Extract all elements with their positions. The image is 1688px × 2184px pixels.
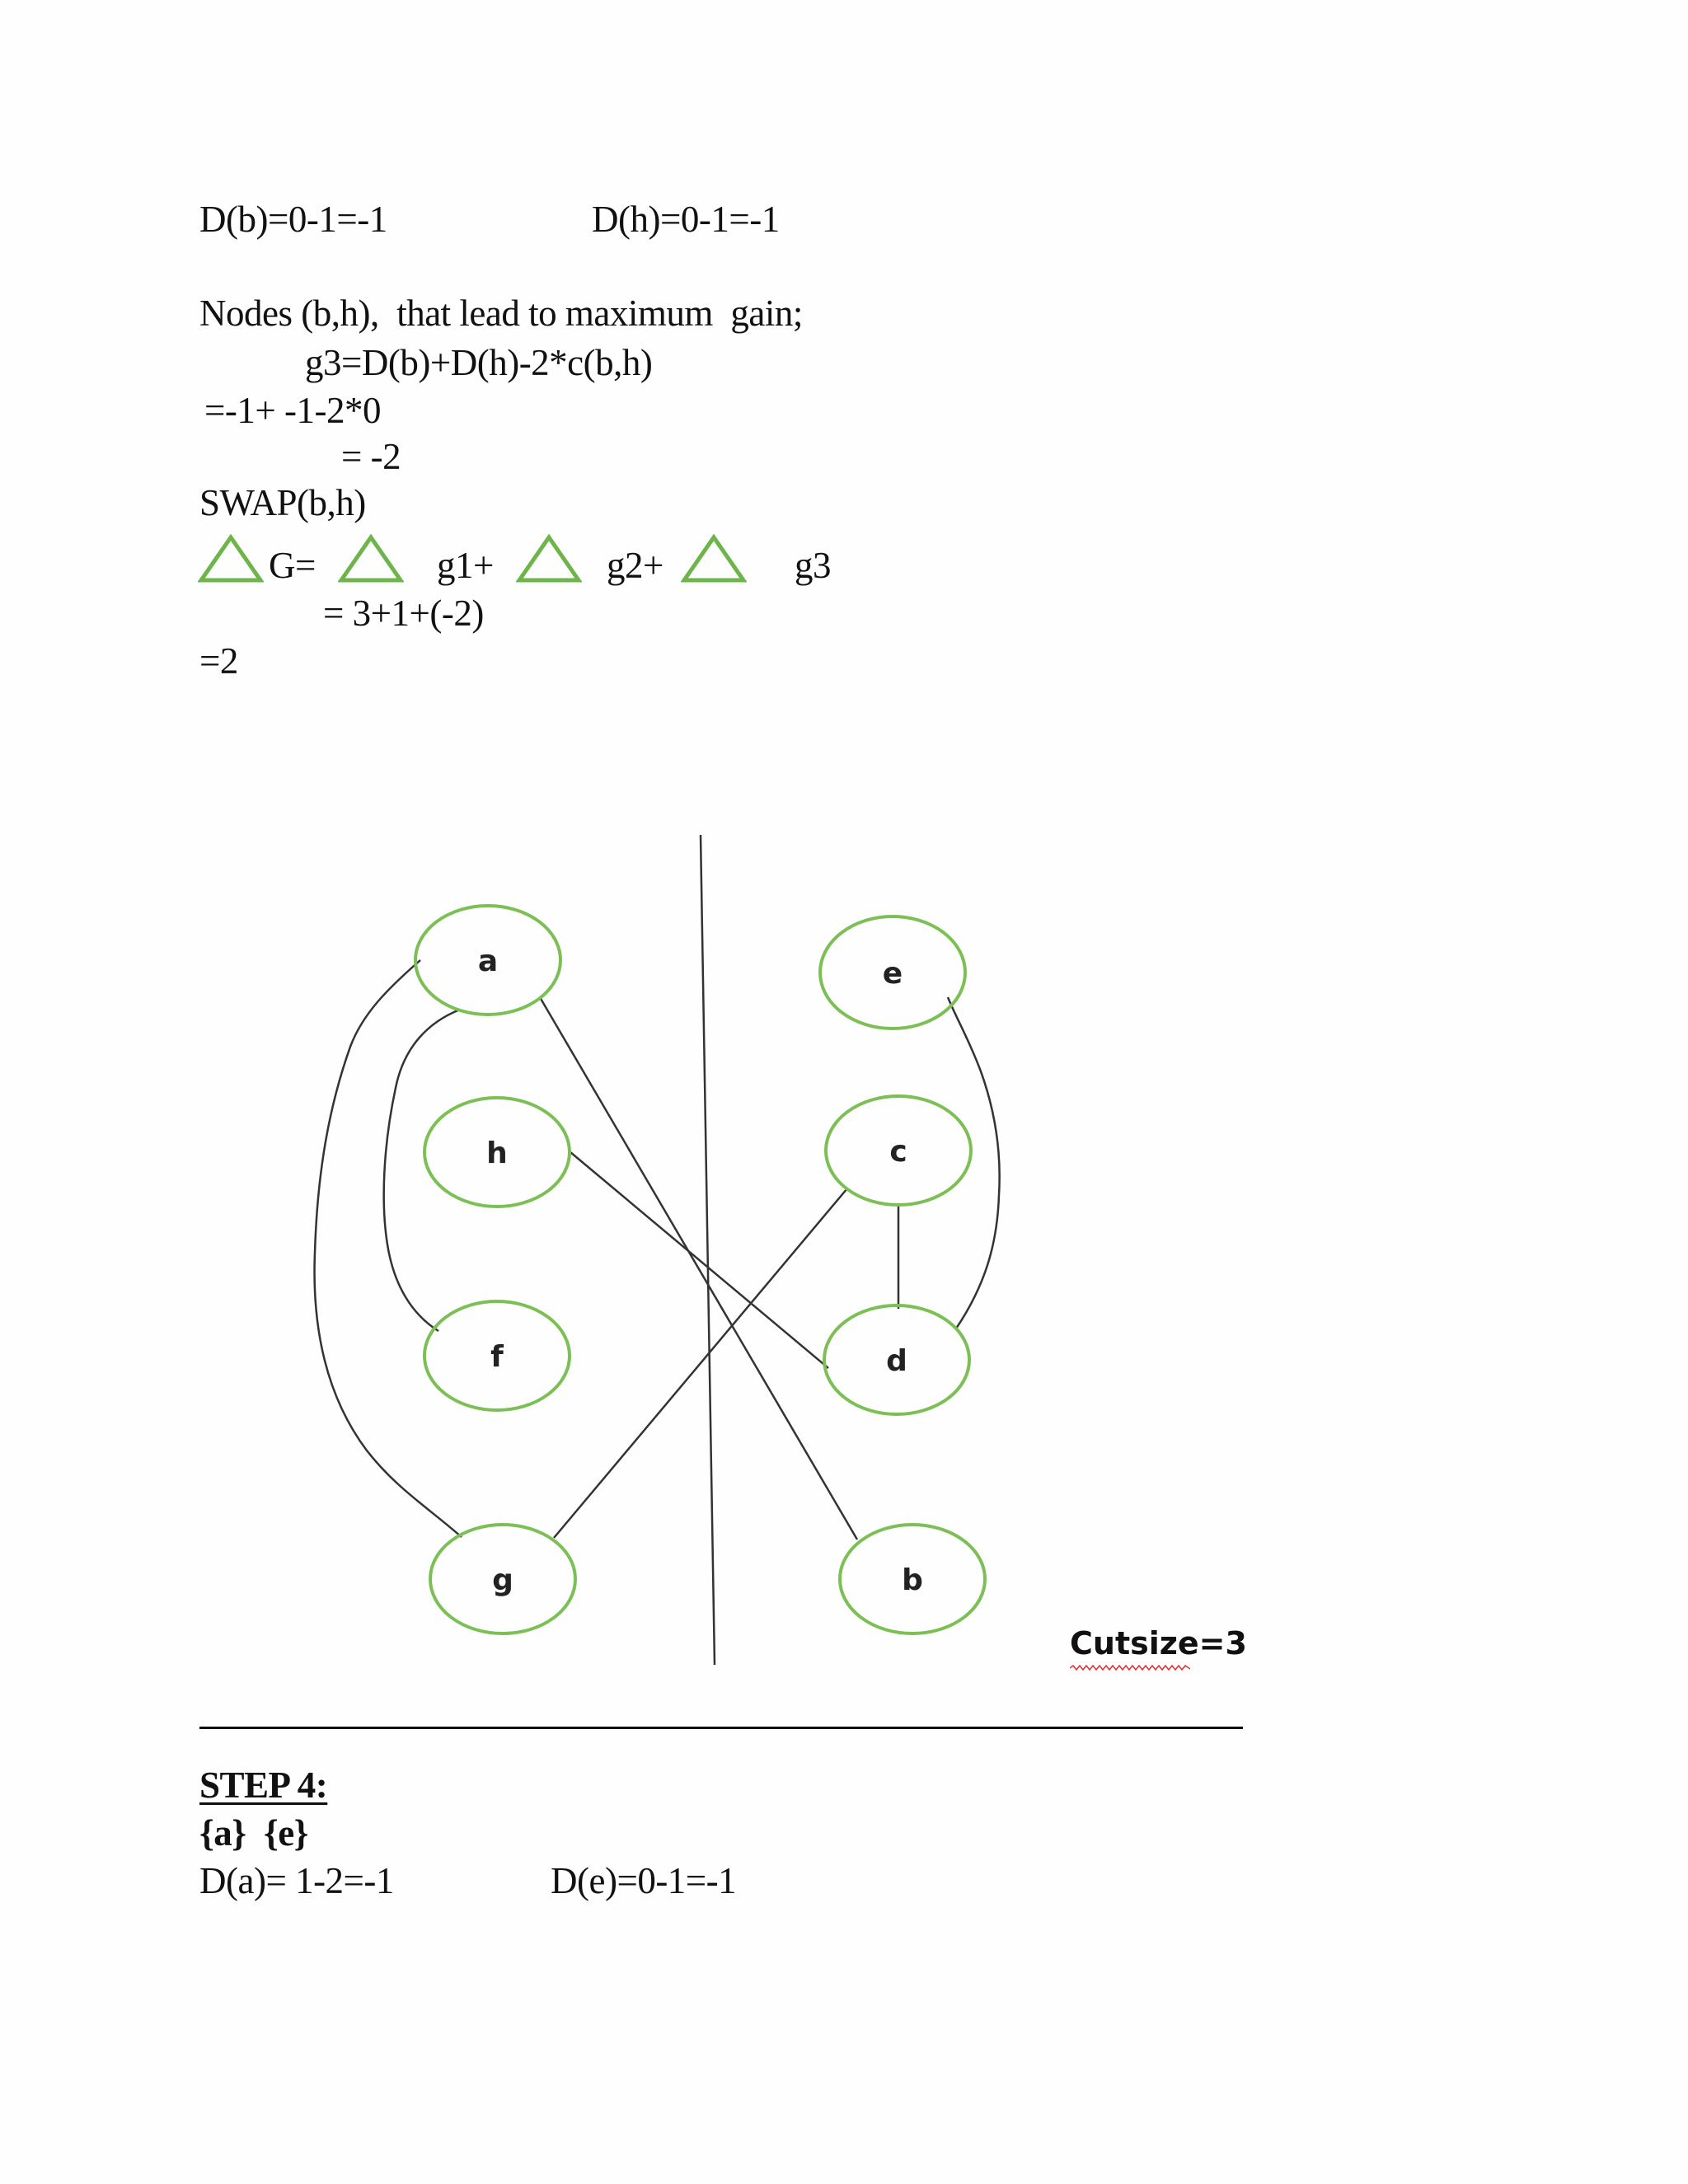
sum-line: = 3+1+(-2): [323, 593, 484, 634]
node-b: [840, 1525, 985, 1633]
svg-text:a: a: [477, 944, 499, 978]
node-g: [430, 1525, 575, 1633]
g2-label: g2+: [607, 545, 663, 586]
delta-g-label: G=: [269, 545, 316, 586]
calc-line-2: = -2: [341, 436, 401, 477]
db-line: D(b)=0-1=-1: [199, 199, 387, 240]
da-line: D(a)= 1-2=-1: [199, 1860, 394, 1901]
section-divider: [199, 1727, 1243, 1729]
step4-heading: STEP 4:: [199, 1765, 328, 1806]
cutsize-label: Cutsize=3: [1070, 1625, 1247, 1661]
svg-text:f: f: [490, 1340, 504, 1374]
node-f: [424, 1301, 570, 1410]
node-c: [826, 1096, 971, 1205]
node-h: [424, 1098, 570, 1207]
g3-label: g3: [795, 545, 831, 586]
edge-g-c: [554, 1188, 847, 1538]
step4-sets: {a} {e}: [199, 1812, 308, 1854]
edge-a-f: [384, 1010, 460, 1331]
calc-line-1: =-1+ -1-2*0: [204, 390, 381, 431]
edge-e-d: [948, 997, 1000, 1329]
svg-text:g: g: [492, 1563, 513, 1597]
result-line: =2: [199, 640, 238, 682]
de-line: D(e)=0-1=-1: [551, 1860, 737, 1901]
svg-text:b: b: [902, 1563, 923, 1597]
g1-label: g1+: [437, 545, 494, 586]
spellcheck-squiggle: [1070, 1665, 1190, 1671]
cut-line: [701, 835, 715, 1665]
edge-h-d: [570, 1152, 828, 1368]
svg-text:d: d: [886, 1344, 907, 1378]
dh-line: D(h)=0-1=-1: [592, 199, 780, 240]
swap-line: SWAP(b,h): [199, 482, 366, 523]
svg-text:e: e: [882, 957, 903, 991]
node-a: [415, 906, 560, 1015]
node-e: [820, 916, 965, 1029]
edge-a-b: [540, 997, 857, 1540]
g3-formula: g3=D(b)+D(h)-2*c(b,h): [305, 342, 653, 383]
nodes-line: Nodes (b,h), that lead to maximum gain;: [199, 293, 803, 334]
svg-text:c: c: [889, 1135, 907, 1169]
node-d: [824, 1305, 969, 1414]
svg-text:h: h: [486, 1137, 508, 1170]
